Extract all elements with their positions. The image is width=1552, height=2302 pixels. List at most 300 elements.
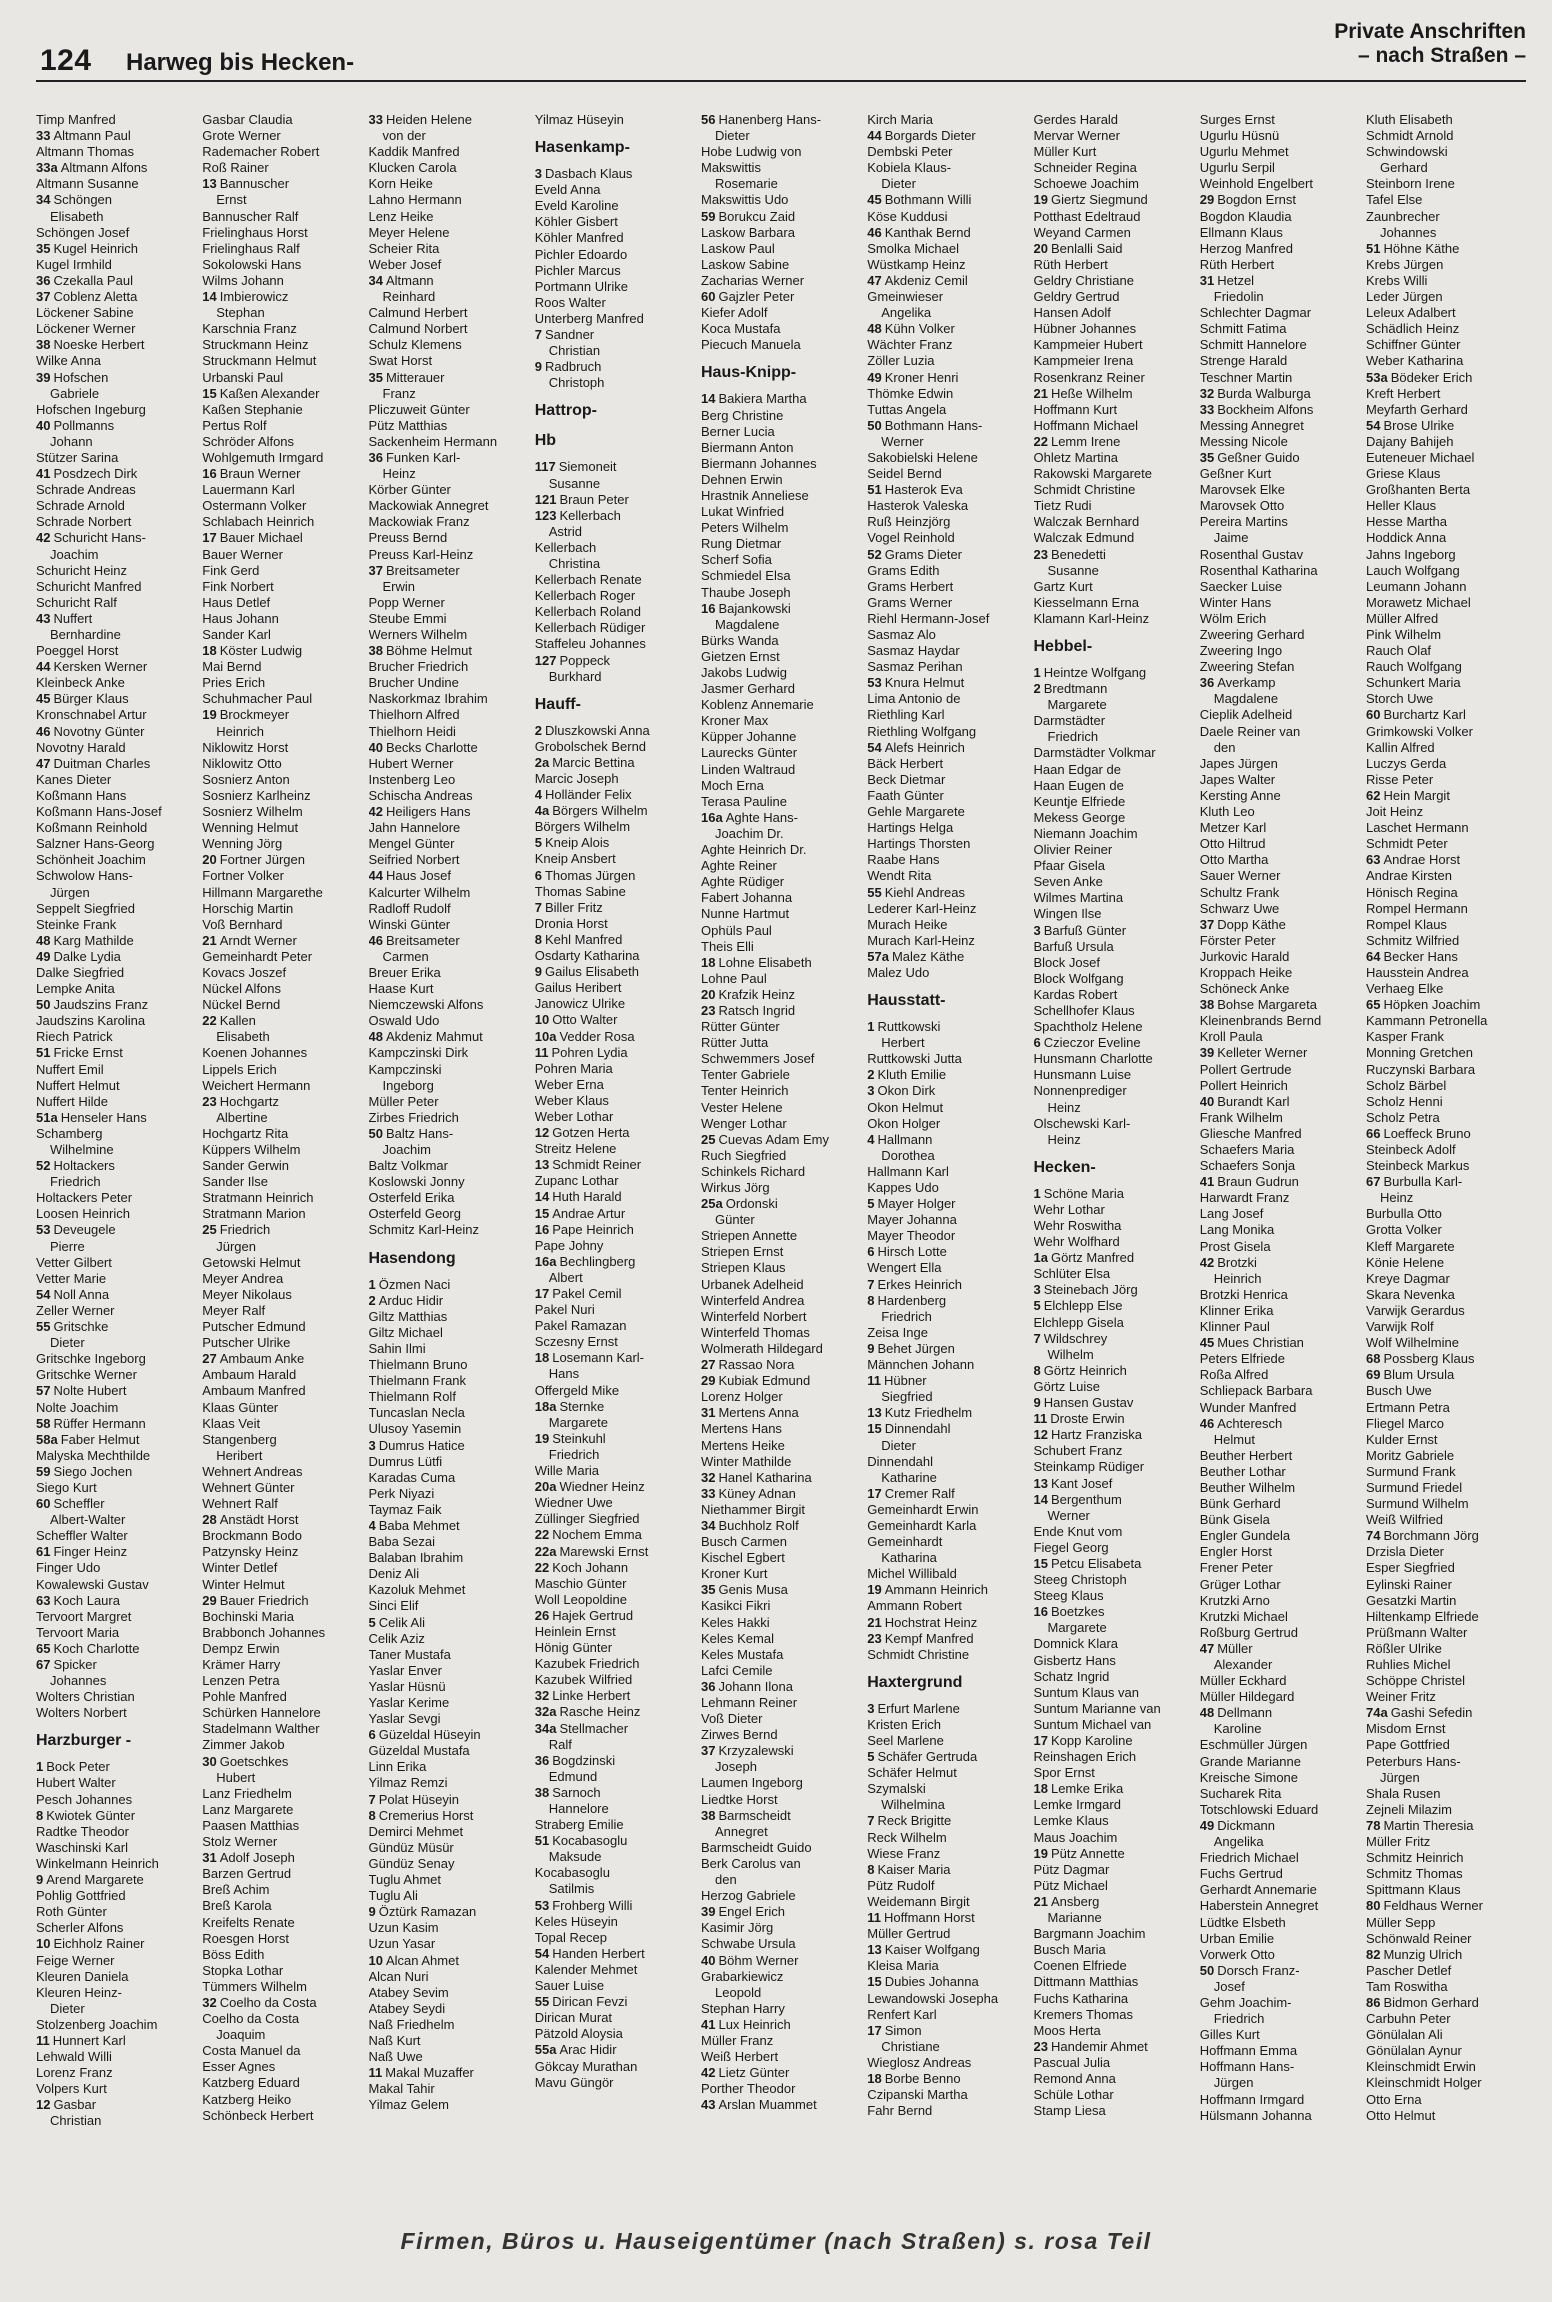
resident-entry [202, 691, 362, 707]
resident-name: Yilmaz Hüseyin [534, 112, 624, 127]
resident-entry [369, 1953, 529, 1969]
resident-name: Brucher Undine [368, 675, 459, 691]
resident-name: Monning Gretchen [1366, 1045, 1473, 1061]
resident-entry [202, 1174, 362, 1190]
resident-name: Henseler Hans [60, 1109, 147, 1125]
resident-name: Costa Manuel da [202, 2043, 301, 2059]
resident-name: Steinbeck Adolf [1366, 1142, 1456, 1157]
resident-entry [369, 1598, 529, 1614]
resident-name: Pütz Matthias [368, 417, 448, 433]
resident-entry [701, 729, 861, 745]
resident-entry [867, 1341, 1027, 1357]
resident-name: Pütz Rudolf [867, 1877, 935, 1893]
entry-continuation [36, 1239, 196, 1255]
resident-name: Pollert Gertrude [1199, 1061, 1292, 1077]
resident-name: Scherler Alfons [36, 1920, 124, 1936]
resident-entry [369, 1158, 529, 1174]
resident-entry [1034, 923, 1194, 939]
resident-entry [867, 337, 1027, 353]
resident-name: Männchen Johann [867, 1357, 975, 1373]
resident-entry [369, 1341, 529, 1357]
resident-entry [1366, 1158, 1526, 1174]
resident-name: Siemoneit [558, 459, 617, 475]
resident-entry [535, 311, 695, 327]
resident-name: Sasmaz Alo [867, 627, 936, 642]
resident-entry [1366, 1560, 1526, 1576]
entry-continuation [1200, 2075, 1360, 2091]
resident-name: Darmstädter Volkmar [1033, 745, 1156, 761]
resident-entry [1034, 1604, 1194, 1620]
resident-name: Kroppach Heike [1199, 964, 1293, 980]
resident-entry [369, 804, 529, 820]
resident-name: Noeske Herbert [53, 337, 145, 353]
resident-name: Arndt Werner [219, 932, 297, 948]
resident-entry [1366, 434, 1526, 450]
resident-entry [1200, 225, 1360, 241]
resident-entry [1366, 128, 1526, 144]
resident-entry [36, 353, 196, 369]
resident-entry [535, 1238, 695, 1254]
entry-continuation [535, 1737, 695, 1753]
house-number: 59 [36, 1463, 51, 1479]
resident-entry [701, 1888, 861, 1904]
resident-entry [867, 547, 1027, 563]
house-number: 45 [867, 192, 882, 208]
resident-entry [202, 273, 362, 289]
resident-entry [701, 1502, 861, 1518]
resident-name: Gehm Joachim- [1199, 1994, 1292, 2010]
house-number: 65 [36, 1640, 51, 1656]
resident-name: Kellerbach Rüdiger [534, 620, 646, 636]
resident-entry [1200, 1882, 1360, 1898]
resident-entry [867, 1910, 1027, 1926]
resident-entry [369, 1502, 529, 1518]
resident-name: Sauer Luise [534, 1978, 605, 1994]
resident-name: Popp Werner [368, 594, 445, 610]
resident-name: Haus Johann [202, 610, 279, 626]
resident-entry [867, 659, 1027, 675]
resident-entry [867, 386, 1027, 402]
resident-entry [369, 1405, 529, 1421]
resident-name: Rompel Klaus [1366, 916, 1447, 932]
resident-entry [1034, 1653, 1194, 1669]
entry-continuation [202, 2027, 362, 2043]
entry-continuation [36, 1673, 196, 1689]
resident-entry [867, 885, 1027, 901]
resident-name: Stellmacher [559, 1720, 629, 1736]
resident-entry [535, 1061, 695, 1077]
resident-entry [1200, 305, 1360, 321]
resident-entry [1200, 1110, 1360, 1126]
resident-name: Haan Edgar de [1033, 761, 1121, 777]
resident-entry [1200, 1625, 1360, 1641]
resident-name: Heiligers Hans [385, 804, 471, 820]
resident-name: Dorsch Franz- [1217, 1962, 1300, 1978]
resident-name: Scholz Henni [1366, 1093, 1443, 1109]
resident-entry [867, 241, 1027, 257]
resident-name: Steinebach Jörg [1043, 1282, 1138, 1298]
resident-name: Leder Jürgen [1366, 289, 1443, 305]
resident-name: Winter Hans [1199, 594, 1272, 610]
resident-entry [1366, 305, 1526, 321]
resident-entry [1366, 772, 1526, 788]
resident-name: Böhme Helmut [385, 643, 472, 659]
resident-entry [701, 456, 861, 472]
resident-entry [1200, 2027, 1360, 2043]
resident-name: Winter Mathilde [701, 1453, 792, 1469]
resident-entry [36, 1464, 196, 1480]
resident-entry [535, 996, 695, 1012]
resident-name: Grams Herbert [867, 578, 954, 594]
resident-entry [701, 1486, 861, 1502]
resident-entry [1034, 1813, 1194, 1829]
resident-name: Gökcay Murathan [534, 2058, 638, 2074]
resident-name: Thielmann Bruno [368, 1357, 468, 1373]
resident-name: Magdalene [715, 616, 780, 632]
resident-entry [867, 289, 1027, 305]
resident-entry [36, 804, 196, 820]
resident-name: Löckener Sabine [36, 305, 134, 321]
resident-entry [36, 1045, 196, 1061]
resident-name: Naß Kurt [368, 2032, 421, 2048]
resident-name: Steinbeck Markus [1366, 1158, 1470, 1174]
resident-entry [36, 1953, 196, 1969]
resident-name: Krebs Willi [1366, 272, 1428, 288]
resident-entry [36, 2097, 196, 2113]
resident-name: Wächter Franz [867, 337, 953, 353]
resident-name: Schönwald Reiner [1366, 1930, 1472, 1946]
resident-name: Arac Hidir [559, 2042, 617, 2058]
resident-entry [202, 627, 362, 643]
resident-name: Zeller Werner [36, 1302, 115, 1318]
resident-name: Siegfried [881, 1389, 933, 1405]
resident-entry [535, 1624, 695, 1640]
house-number: 57a [867, 948, 889, 964]
resident-name: Frank Wilhelm [1199, 1109, 1283, 1125]
resident-entry [1366, 611, 1526, 627]
resident-name: Czekalla Paul [53, 272, 133, 288]
resident-entry [36, 305, 196, 321]
resident-name: Liedtke Horst [701, 1791, 778, 1807]
resident-name: Schmiedel Elsa [701, 568, 791, 584]
house-number: 44 [36, 659, 51, 675]
resident-entry [36, 643, 196, 659]
resident-entry [867, 1926, 1027, 1942]
resident-entry [202, 1158, 362, 1174]
resident-entry [36, 1062, 196, 1078]
entry-continuation [867, 1035, 1027, 1051]
resident-name: Ugurlu Serpil [1199, 160, 1275, 176]
house-number: 18 [1033, 1781, 1048, 1797]
resident-name: Gritschke Werner [36, 1367, 137, 1383]
resident-entry [36, 1303, 196, 1319]
resident-name: Peterburs Hans- [1366, 1753, 1461, 1769]
resident-entry [1200, 1239, 1360, 1255]
resident-entry [1366, 466, 1526, 482]
house-number: 35 [368, 369, 383, 385]
resident-entry [867, 1647, 1027, 1663]
resident-name: Bäck Herbert [867, 755, 944, 771]
resident-entry [1034, 144, 1194, 160]
resident-name: Kelleter Werner [1217, 1045, 1308, 1061]
resident-name: Radtke Theodor [36, 1823, 129, 1839]
resident-name: Hübner [884, 1373, 927, 1389]
resident-entry [36, 1936, 196, 1952]
resident-name: Laurecks Günter [701, 745, 798, 761]
resident-entry [867, 965, 1027, 981]
house-number: 4a [534, 803, 550, 819]
resident-entry [202, 1641, 362, 1657]
resident-name: Kaßen Stephanie [202, 401, 303, 417]
resident-entry [202, 1078, 362, 1094]
resident-name: Hausstein Andrea [1366, 964, 1469, 980]
resident-name: Linden Waltraud [701, 761, 796, 777]
resident-entry [701, 1663, 861, 1679]
resident-entry [202, 949, 362, 965]
resident-name: Otto Martha [1199, 852, 1269, 868]
resident-entry [1366, 1947, 1526, 1963]
resident-entry [36, 482, 196, 498]
resident-name: Lux Heinrich [718, 2016, 791, 2032]
resident-name: Tuttas Angela [867, 401, 947, 417]
resident-name: Magdalene [1213, 691, 1279, 707]
resident-entry [1366, 563, 1526, 579]
resident-entry [1200, 1898, 1360, 1914]
resident-name: Werner [881, 433, 924, 449]
resident-entry [1200, 981, 1360, 997]
resident-entry [701, 1405, 861, 1421]
resident-name: Beuther Wilhelm [1199, 1479, 1296, 1495]
resident-entry [369, 353, 529, 369]
resident-entry [36, 257, 196, 273]
resident-entry [202, 482, 362, 498]
resident-name: Gietzen Ernst [701, 648, 780, 664]
resident-name: Staffeleu Johannes [534, 636, 646, 652]
entry-continuation [36, 627, 196, 643]
resident-entry [1366, 1673, 1526, 1689]
resident-name: Lenzen Petra [202, 1673, 280, 1689]
entry-continuation [36, 434, 196, 450]
resident-entry [369, 1775, 529, 1791]
resident-entry [867, 1212, 1027, 1228]
resident-name: Urban Emilie [1199, 1930, 1275, 1946]
resident-name: Porther Theodor [701, 2081, 796, 2097]
resident-entry [1366, 901, 1526, 917]
resident-entry [1366, 370, 1526, 386]
resident-name: Kugel Irmhild [36, 256, 112, 272]
resident-entry [1366, 1641, 1526, 1657]
resident-entry [1366, 1754, 1526, 1770]
resident-name: Grimkowski Volker [1366, 723, 1473, 739]
resident-name: Nuffert Emil [36, 1061, 104, 1077]
resident-entry [867, 1518, 1027, 1534]
resident-name: Köse Kuddusi [867, 208, 948, 224]
resident-name: Weber Katharina [1366, 353, 1464, 369]
resident-entry [701, 424, 861, 440]
house-number: 44 [867, 128, 882, 144]
house-number: 15 [202, 385, 217, 401]
resident-name: Schrade Norbert [36, 514, 132, 530]
resident-name: Friedrich Michael [1199, 1850, 1299, 1866]
entry-continuation [1200, 1657, 1360, 1673]
resident-entry [369, 1743, 529, 1759]
resident-name: Schmidt Christine [1033, 482, 1136, 498]
house-number: 74a [1366, 1705, 1388, 1721]
resident-entry [369, 112, 529, 128]
resident-name: Hobe Ludwig von [701, 144, 802, 160]
resident-name: Schöngen [53, 192, 113, 208]
house-number: 14 [701, 391, 716, 407]
directory-column-2 [202, 112, 362, 2202]
resident-entry [202, 402, 362, 418]
resident-name: Borchmann Jörg [1383, 1528, 1479, 1544]
resident-name: Wehr Wolfhard [1033, 1234, 1120, 1250]
resident-entry [867, 724, 1027, 740]
resident-entry [369, 1792, 529, 1808]
resident-name: Katzberg Heiko [202, 2091, 292, 2107]
resident-entry [1034, 305, 1194, 321]
house-number: 29 [1199, 192, 1215, 208]
resident-entry [867, 868, 1027, 884]
resident-name: Küppers Wilhelm [202, 1142, 301, 1157]
resident-entry [202, 997, 362, 1013]
house-number: 67 [36, 1657, 51, 1672]
resident-entry [535, 1753, 695, 1769]
resident-name: Offergeld Mike [534, 1382, 620, 1398]
resident-name: Dieter [50, 1335, 85, 1351]
resident-name: Dittmann Matthias [1033, 1974, 1139, 1990]
house-number: 16a [701, 809, 723, 825]
house-number: 54 [534, 1945, 550, 1961]
resident-name: Schmidt Reiner [552, 1157, 642, 1173]
resident-name: Lemke Klaus [1033, 1813, 1109, 1829]
resident-entry [1034, 273, 1194, 289]
resident-name: Remond Anna [1033, 2070, 1116, 2086]
resident-name: Ammann Robert [867, 1598, 962, 1614]
resident-entry [202, 160, 362, 176]
resident-entry [36, 1609, 196, 1625]
resident-entry [867, 1502, 1027, 1518]
resident-entry [867, 514, 1027, 530]
resident-entry [202, 772, 362, 788]
resident-name: Cremerius Horst [378, 1807, 474, 1823]
resident-name: Gerdes Harald [1033, 112, 1119, 127]
resident-name: Karschnia Franz [202, 321, 297, 337]
resident-name: Ruß Heinzjörg [867, 514, 951, 530]
resident-entry [1034, 681, 1194, 697]
entry-continuation [1200, 1721, 1360, 1737]
resident-entry [202, 1657, 362, 1673]
resident-entry [701, 520, 861, 536]
resident-name: Christiane [881, 2038, 940, 2054]
resident-name: Kaddik Manfred [368, 144, 460, 160]
resident-name: Steeg Klaus [1033, 1588, 1104, 1604]
resident-name: Schlabach Heinrich [202, 514, 315, 530]
resident-name: Weiß Herbert [701, 2049, 779, 2065]
resident-entry [369, 868, 529, 884]
resident-name: Weber Josef [368, 256, 442, 272]
resident-entry [701, 601, 861, 617]
resident-entry [1034, 906, 1194, 922]
resident-name: Busch Carmen [701, 1534, 787, 1550]
house-number: 10 [36, 1936, 51, 1952]
resident-entry [36, 1448, 196, 1464]
resident-entry [202, 1544, 362, 1560]
resident-name: Schäfer Gertruda [877, 1749, 978, 1765]
resident-entry [867, 1749, 1027, 1765]
house-number: 41 [36, 466, 51, 482]
resident-entry [867, 1051, 1027, 1067]
house-number: 40 [701, 1952, 716, 1968]
resident-name: Wiedner Heinz [559, 1479, 645, 1495]
resident-entry [1034, 810, 1194, 826]
resident-name: Olivier Reiner [1033, 842, 1113, 858]
resident-name: Schöne Maria [1043, 1185, 1124, 1201]
resident-name: Albert [548, 1269, 583, 1285]
resident-name: Grobolschek Bernd [534, 738, 647, 754]
resident-name: Szymalski [867, 1781, 926, 1797]
entry-continuation [1366, 1190, 1526, 1206]
resident-name: Ende Knut vom [1033, 1523, 1123, 1539]
resident-entry [1366, 1383, 1526, 1399]
resident-name: Keles Mustafa [701, 1646, 784, 1662]
house-number: 1a [1033, 1250, 1048, 1266]
resident-entry [202, 707, 362, 723]
resident-name: Lietz Günter [718, 2065, 790, 2081]
resident-name: Beuther Lothar [1199, 1463, 1286, 1479]
resident-entry [202, 1335, 362, 1351]
resident-entry [202, 1673, 362, 1689]
house-number: 21 [1033, 385, 1048, 401]
resident-entry [36, 1888, 196, 1904]
resident-name: Sosnierz Karlheinz [202, 787, 311, 803]
resident-entry [1200, 1866, 1360, 1882]
resident-entry [1366, 1995, 1526, 2011]
resident-name: Schmitz Wilfried [1366, 932, 1460, 948]
house-number: 5 [867, 1749, 875, 1765]
resident-name: Pütz Michael [1033, 1877, 1108, 1893]
resident-entry [1200, 595, 1360, 611]
house-number: 66 [1366, 1125, 1381, 1141]
resident-name: Burandt Karl [1217, 1093, 1290, 1109]
resident-entry [701, 1116, 861, 1132]
resident-entry [1200, 1754, 1360, 1770]
house-number: 42 [1199, 1254, 1215, 1270]
resident-name: Seifried Norbert [368, 852, 460, 868]
resident-name: Riethling Karl [867, 707, 945, 723]
resident-entry [701, 2017, 861, 2033]
resident-entry [1200, 1770, 1360, 1786]
resident-entry [701, 488, 861, 504]
resident-name: Dirican Murat [534, 2010, 613, 2026]
resident-entry [36, 868, 196, 884]
resident-name: Nolte Hubert [53, 1383, 127, 1399]
resident-entry [867, 1067, 1027, 1083]
resident-name: Kasimir Jörg [701, 1920, 774, 1936]
resident-name: Sternke [559, 1398, 605, 1414]
resident-name: Malyska Mechthilde [36, 1447, 151, 1463]
resident-entry [369, 498, 529, 514]
house-number: 38 [701, 1807, 716, 1823]
resident-name: Kremers Thomas [1033, 2006, 1133, 2022]
resident-name: Friedrich [1213, 2011, 1265, 2027]
resident-name: Nückel Bernd [202, 997, 281, 1013]
resident-entry [535, 1254, 695, 1270]
resident-entry [867, 112, 1027, 128]
resident-name: Sucharek Rita [1199, 1785, 1282, 1801]
resident-name: Balaban Ibrahim [368, 1550, 464, 1566]
resident-name: Averkamp [1217, 675, 1276, 691]
